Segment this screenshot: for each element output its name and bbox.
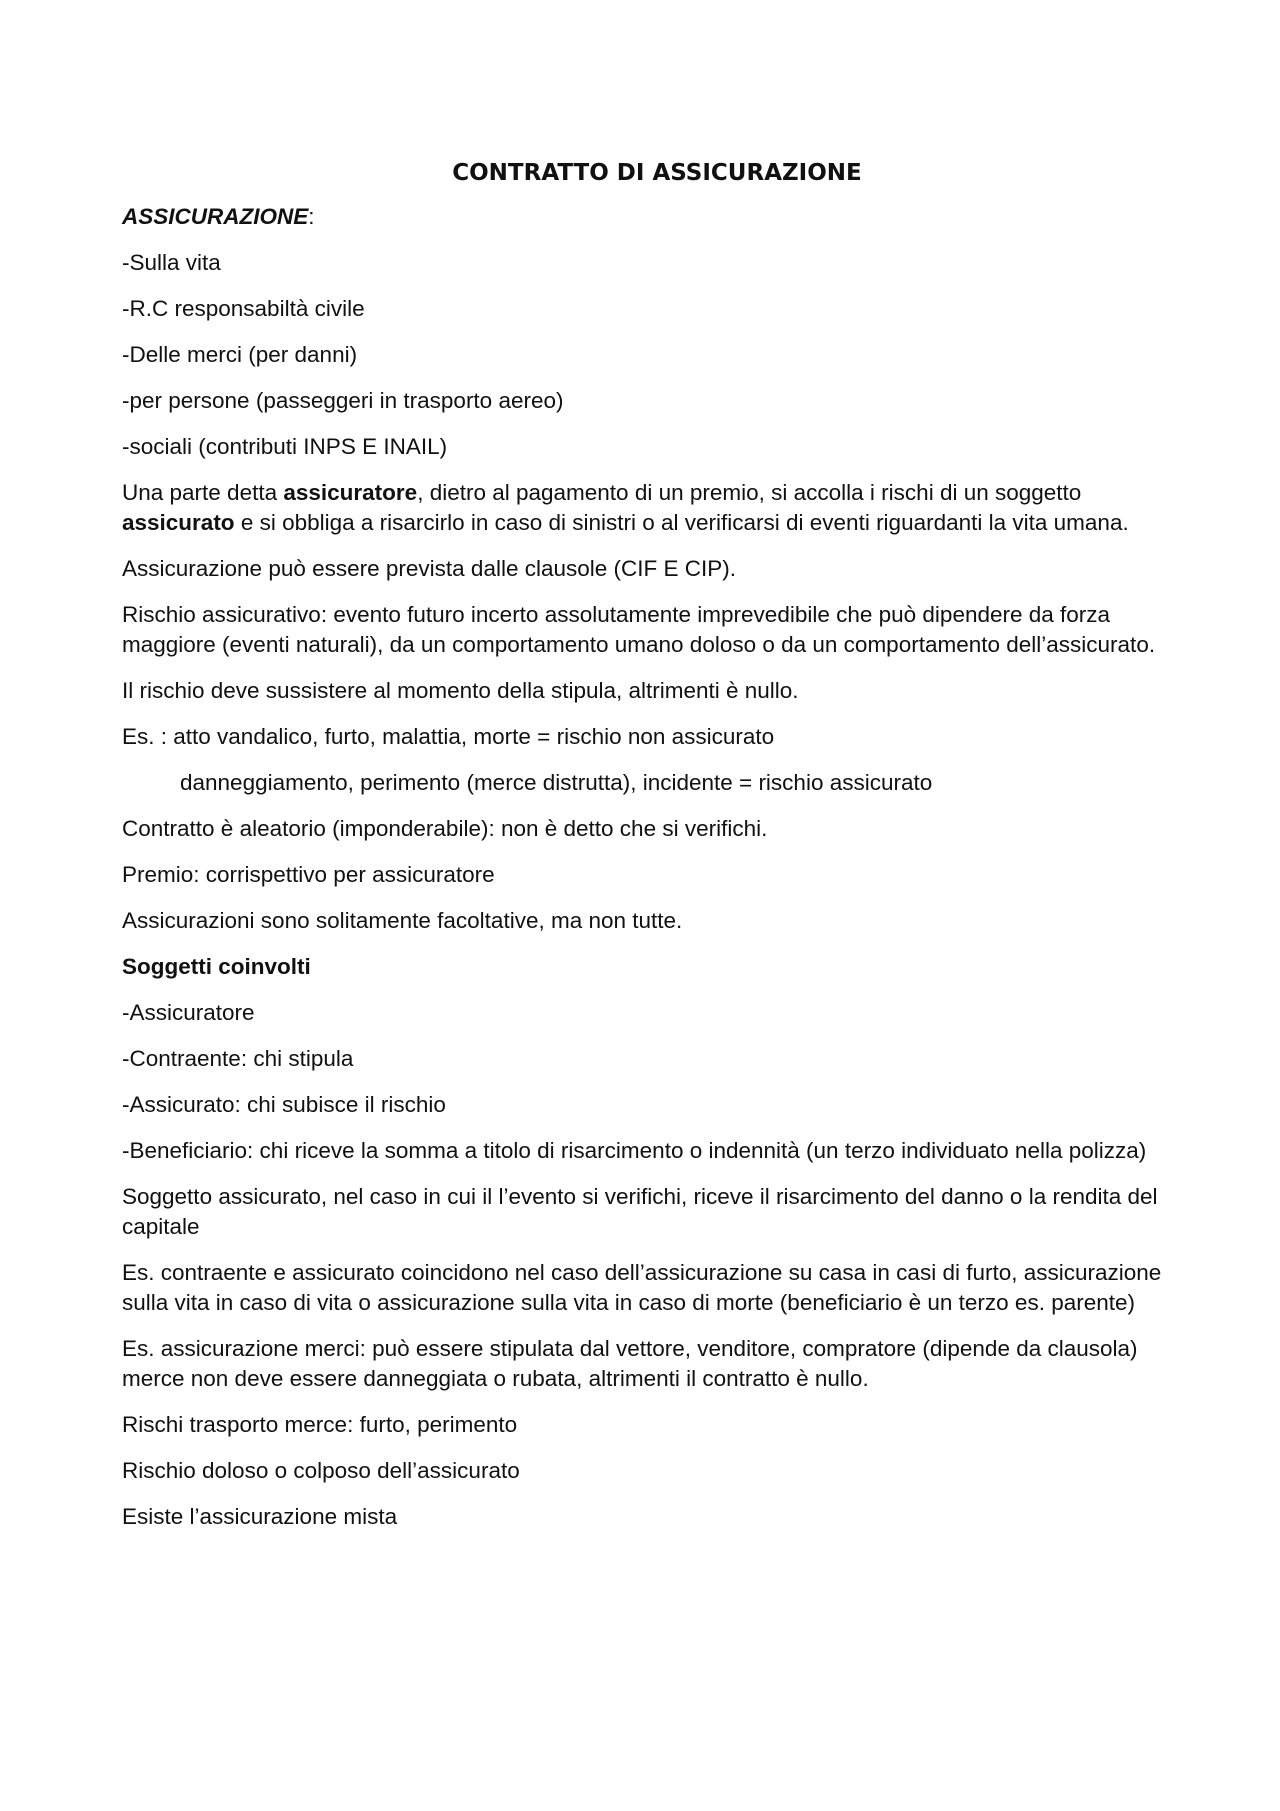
paragraph: Es. contraente e assicurato coincidono nel caso dell’assicurazione su casa in casi di furto, assicurazione sulla vita in caso di vita o assicurazione sulla vita in caso di morte (beneficiario è un terzo es. parente) [122, 1260, 1162, 1315]
list-item: -Sulla vita [122, 250, 221, 275]
paragraph: Rischio doloso o colposo dell’assicurato [122, 1458, 520, 1483]
paragraph: Assicurazioni sono solitamente facoltative, ma non tutte. [122, 908, 683, 933]
section-heading [122, 202, 1172, 232]
bold-term-assicuratore: assicuratore [283, 480, 418, 505]
paragraph: Contratto è aleatorio (imponderabile): non è detto che si verifichi. [122, 816, 768, 841]
definition-paragraph [122, 478, 1172, 538]
list-item: -sociali (contributi INPS E INAIL) [122, 434, 448, 459]
list-item: -Assicurato: chi subisce il rischio [122, 1092, 446, 1117]
list-item: -Delle merci (per danni) [122, 342, 358, 367]
paragraph: Soggetto assicurato, nel caso in cui il l’evento si verifichi, riceve il risarcimento del danno o la rendita del capitale [122, 1184, 1158, 1239]
list-item: -Contraente: chi stipula [122, 1046, 354, 1071]
section-heading-text: ASSICURAZIONE [122, 204, 309, 229]
subjects-heading-text: Soggetti coinvolti [122, 954, 311, 979]
paragraph: Es. : atto vandalico, furto, malattia, morte = rischio non assicurato [122, 724, 775, 749]
list-item: -Beneficiario: chi riceve la somma a titolo di risarcimento o indennità (un terzo individuato nella polizza) [122, 1138, 1147, 1163]
document-page [122, 150, 1172, 1548]
section-heading-colon: : [308, 204, 315, 229]
example-indented: danneggiamento, perimento (merce distrutta), incidente = rischio assicurato [180, 770, 933, 795]
paragraph: Premio: corrispettivo per assicuratore [122, 862, 495, 887]
paragraph: Esiste l’assicurazione mista [122, 1504, 398, 1529]
paragraph: Rischi trasporto merce: furto, perimento [122, 1412, 518, 1437]
list-item: -Assicuratore [122, 1000, 255, 1025]
paragraph: Rischio assicurativo: evento futuro incerto assolutamente imprevedibile che può dipendere da forza maggiore (eventi naturali), da un comportamento umano doloso o da un comportamento dell’assicurato. [122, 602, 1156, 657]
page-title: CONTRATTO DI ASSICURAZIONE [452, 160, 862, 186]
text-run: Una parte detta [122, 480, 284, 505]
bold-term-assicurato: assicurato [122, 510, 235, 535]
list-item: -per persone (passeggeri in trasporto aereo) [122, 388, 564, 413]
paragraph: Assicurazione può essere prevista dalle clausole (CIF E CIP). [122, 556, 737, 581]
list-item: -R.C responsabiltà civile [122, 296, 365, 321]
text-run: e si obbliga a risarcirlo in caso di sinistri o al verificarsi di eventi riguardanti la vita umana. [234, 510, 1129, 535]
paragraph: Es. assicurazione merci: può essere stipulata dal vettore, venditore, compratore (dipende da clausola) merce non deve essere danneggiata o rubata, altrimenti il contratto è nullo. [122, 1336, 1138, 1391]
subjects-heading [122, 952, 1172, 982]
text-run: , dietro al pagamento di un premio, si accolla i rischi di un soggetto [417, 480, 1082, 505]
paragraph: Il rischio deve sussistere al momento della stipula, altrimenti è nullo. [122, 678, 799, 703]
